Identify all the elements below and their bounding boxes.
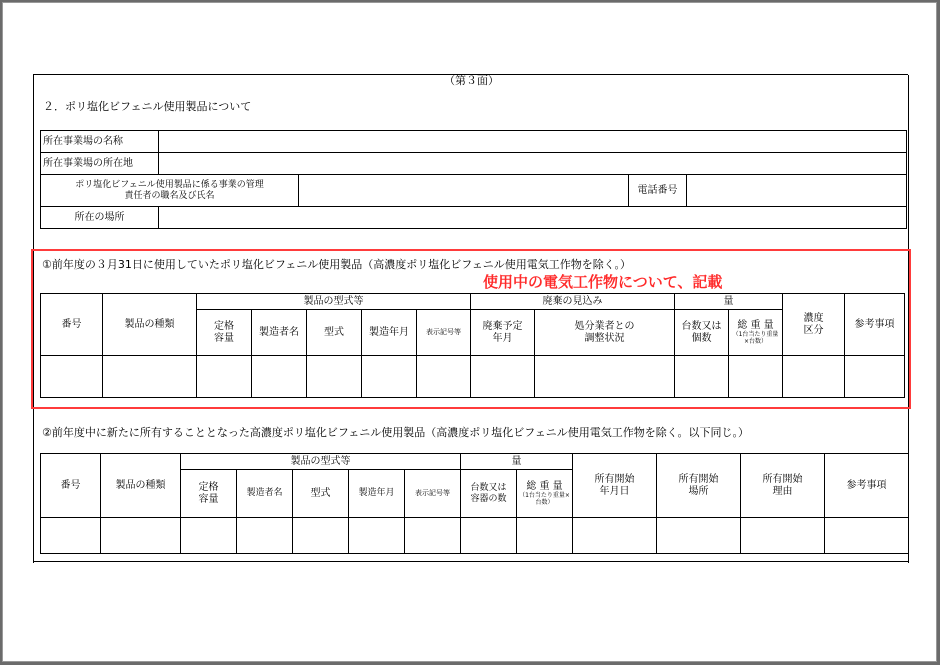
s1-header-row1	[41, 294, 905, 310]
section1-title: ①前年度の３月31日に使用していたポリ塩化ビフェニル使用製品（高濃度ポリ塩化ビフェニル使用電気工作物を除く。）	[42, 258, 632, 271]
section1-table	[40, 293, 905, 398]
s2-data-row	[41, 518, 909, 554]
s1-h-capacity-l1: 定格	[214, 320, 234, 332]
s1-h-density-l1: 濃度	[803, 312, 824, 324]
s2-h-start-place	[657, 454, 741, 518]
s2-h-maker: 製造者名	[237, 470, 293, 518]
location-label: 所在の場所	[41, 207, 159, 229]
s2-h-number: 番号	[41, 454, 101, 518]
s2-h-model: 型式	[293, 470, 349, 518]
s2-h-capacity-l2: 容量	[198, 493, 219, 505]
s1-h-weight	[729, 310, 783, 356]
s2-cell[interactable]	[405, 518, 461, 554]
s2-h-year: 製造年月	[349, 470, 405, 518]
section2-table	[40, 453, 909, 554]
s2-h-weight	[517, 470, 573, 518]
s1-h-disposal-status-l1: 処分業者との	[574, 320, 635, 332]
s1-h-disposal-year-l1: 廃棄予定	[482, 320, 523, 332]
s1-h-disposal-group: 廃棄の見込み	[471, 294, 675, 310]
manager-label-line2: 責任者の職名及び氏名	[124, 190, 215, 201]
s1-h-disposal-year-l2: 年月	[492, 332, 513, 344]
s1-h-count-l1: 台数又は	[681, 320, 722, 332]
s2-header-row1	[41, 454, 909, 470]
s1-h-weight-note: （1台当たり重量×台数）	[732, 330, 779, 345]
s1-h-count-l2: 個数	[691, 332, 712, 344]
s2-h-weight-main: 総 重 量	[526, 480, 563, 492]
s1-cell[interactable]	[417, 356, 471, 398]
s2-cell[interactable]	[461, 518, 517, 554]
phone-value[interactable]	[687, 175, 907, 207]
s1-data-row	[41, 356, 905, 398]
s1-h-density	[783, 294, 845, 356]
s2-h-start-reason	[741, 454, 825, 518]
s1-cell[interactable]	[535, 356, 675, 398]
manager-label	[41, 175, 299, 207]
section1-annotation: 使用中の電気工作物について、記載	[483, 273, 723, 291]
facility-name-value[interactable]	[159, 131, 907, 153]
s1-cell[interactable]	[307, 356, 362, 398]
manager-label-line1: ポリ塩化ビフェニル使用製品に係る事業の管理	[75, 179, 264, 190]
phone-label: 電話番号	[629, 175, 687, 207]
s1-cell[interactable]	[729, 356, 783, 398]
s2-cell[interactable]	[741, 518, 825, 554]
s1-h-disposal-status	[535, 310, 675, 356]
s1-cell[interactable]	[845, 356, 905, 398]
s1-h-capacity-l2: 容量	[214, 332, 234, 344]
s2-cell[interactable]	[349, 518, 405, 554]
info-row-name	[41, 131, 907, 153]
s1-h-quantity-group: 量	[675, 294, 783, 310]
s2-h-weight-note: （1台当たり重量×台数）	[519, 491, 570, 506]
s1-h-number: 番号	[41, 294, 103, 356]
s2-cell[interactable]	[517, 518, 573, 554]
s2-h-remarks: 参考事項	[825, 454, 909, 518]
manager-value[interactable]	[299, 175, 629, 207]
s2-h-start-date-l1: 所有開始	[594, 473, 635, 485]
s2-h-start-place-l2: 場所	[688, 485, 709, 497]
s2-h-start-date	[573, 454, 657, 518]
s2-h-symbol: 表示記号等	[405, 470, 461, 518]
s1-h-symbol: 表示記号等	[417, 310, 471, 356]
s2-cell[interactable]	[181, 518, 237, 554]
s2-cell[interactable]	[293, 518, 349, 554]
s1-h-weight-main: 総 重 量	[737, 319, 774, 331]
info-row-address	[41, 153, 907, 175]
s2-h-capacity	[181, 470, 237, 518]
s2-h-start-date-l2: 年月日	[599, 485, 630, 497]
s1-h-model: 型式	[307, 310, 362, 356]
s1-h-disposal-year	[471, 310, 535, 356]
facility-address-label: 所在事業場の所在地	[41, 153, 159, 175]
facility-name-label: 所在事業場の名称	[41, 131, 159, 153]
info-row-manager	[41, 175, 907, 207]
s1-cell[interactable]	[252, 356, 307, 398]
page-label: （第３面）	[444, 74, 499, 87]
s2-h-capacity-l1: 定格	[198, 481, 219, 493]
s2-cell[interactable]	[657, 518, 741, 554]
s1-h-density-l2: 区分	[803, 324, 824, 336]
s2-cell[interactable]	[573, 518, 657, 554]
s2-cell[interactable]	[101, 518, 181, 554]
location-value[interactable]	[159, 207, 907, 229]
s1-h-capacity	[197, 310, 252, 356]
s1-h-type: 製品の種類	[103, 294, 197, 356]
s2-cell[interactable]	[825, 518, 909, 554]
s1-cell[interactable]	[103, 356, 197, 398]
s1-cell[interactable]	[41, 356, 103, 398]
s2-h-count-l1: 台数又は	[470, 482, 507, 493]
s2-h-type: 製品の種類	[101, 454, 181, 518]
s1-h-year: 製造年月	[362, 310, 417, 356]
s1-cell[interactable]	[362, 356, 417, 398]
s2-cell[interactable]	[237, 518, 293, 554]
s2-h-start-place-l1: 所有開始	[678, 473, 719, 485]
s1-cell[interactable]	[675, 356, 729, 398]
s1-h-remarks: 参考事項	[845, 294, 905, 356]
s1-cell[interactable]	[471, 356, 535, 398]
s2-h-quantity-group: 量	[461, 454, 573, 470]
s2-h-start-reason-l1: 所有開始	[762, 473, 803, 485]
s2-cell[interactable]	[41, 518, 101, 554]
s1-cell[interactable]	[783, 356, 845, 398]
s2-h-count	[461, 470, 517, 518]
info-row-location	[41, 207, 907, 229]
s1-h-count	[675, 310, 729, 356]
section-heading: ２．ポリ塩化ビフェニル使用製品について	[43, 100, 252, 113]
s1-h-disposal-status-l2: 調整状況	[584, 332, 625, 344]
s1-h-maker: 製造者名	[252, 310, 307, 356]
s2-h-start-reason-l2: 理由	[772, 485, 793, 497]
section2-title: ②前年度中に新たに所有することとなった高濃度ポリ塩化ビフェニル使用製品（高濃度ポリ塩化ビフェニル使用電気工作物を除く。以下同じ。）	[42, 426, 750, 439]
document-page	[2, 2, 937, 662]
s1-h-model-group: 製品の型式等	[197, 294, 471, 310]
s2-h-model-group: 製品の型式等	[181, 454, 461, 470]
info-table	[40, 130, 907, 229]
facility-address-value[interactable]	[159, 153, 907, 175]
s1-cell[interactable]	[197, 356, 252, 398]
frame-bottom-line	[33, 561, 908, 562]
s2-h-count-l2: 容器の数	[470, 493, 507, 504]
